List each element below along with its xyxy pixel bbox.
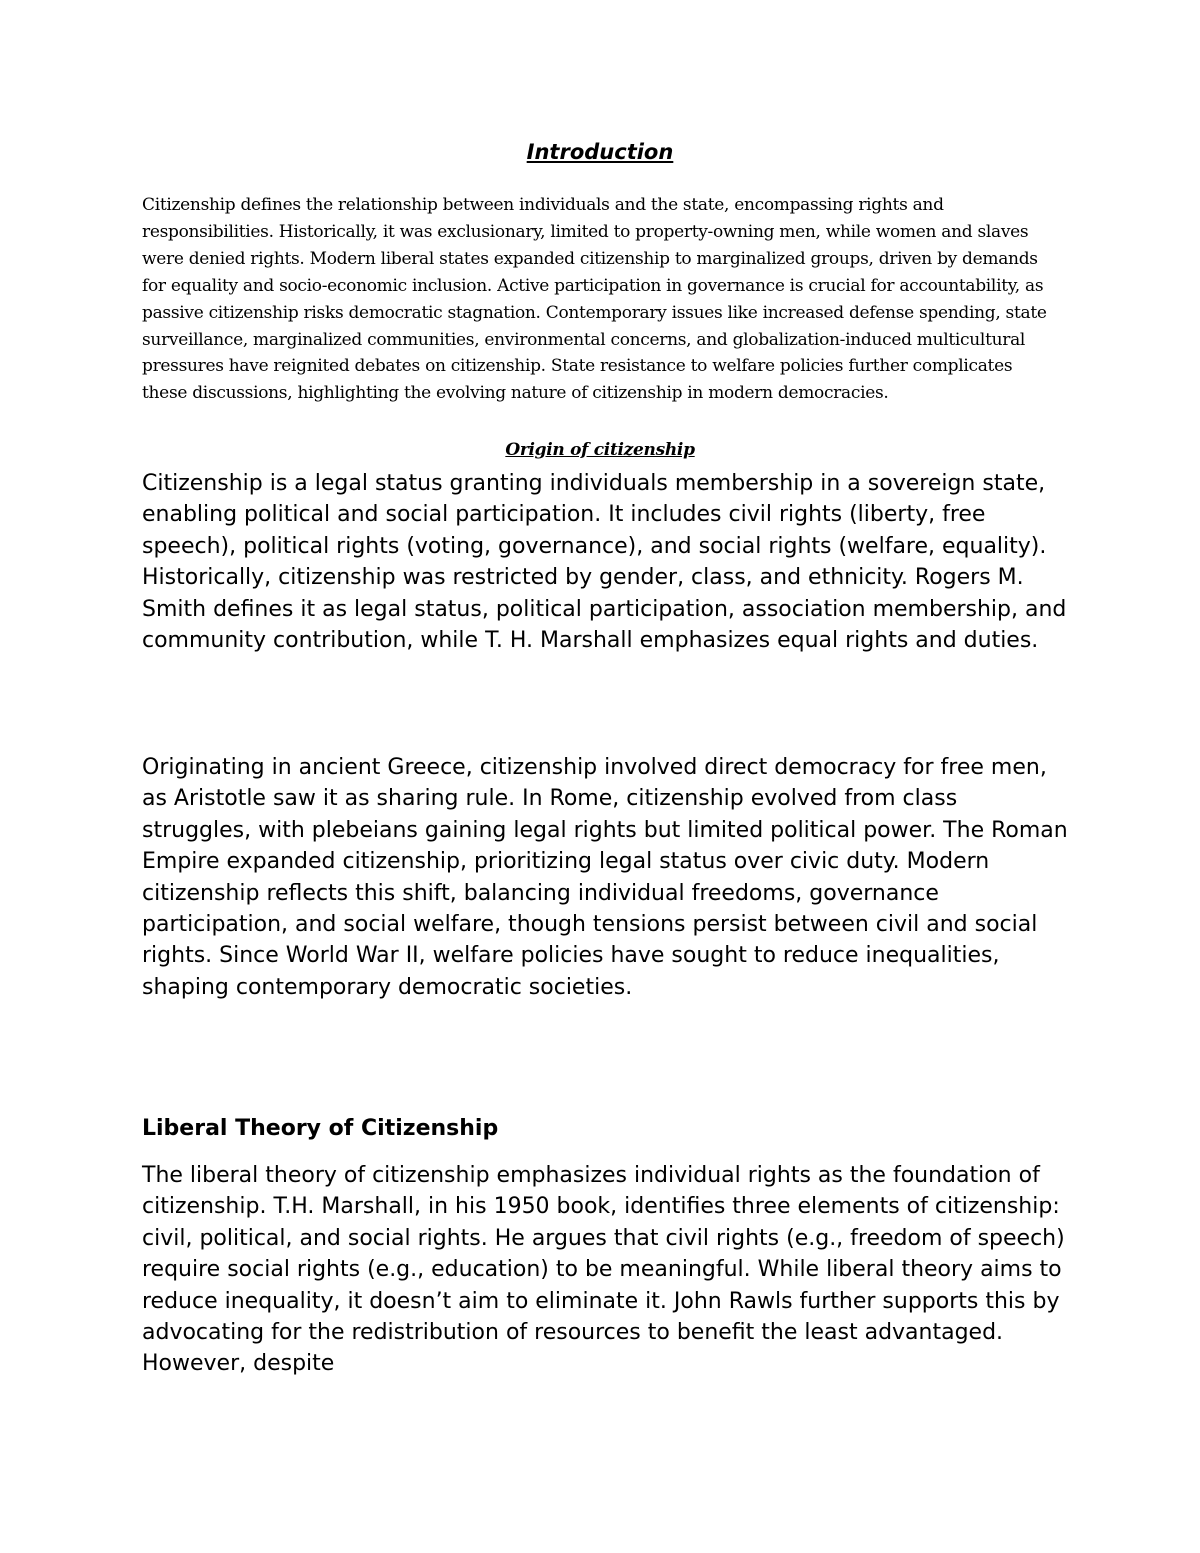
introduction-paragraph: Citizenship defines the relationship between individuals and the state, encompassing rights and responsibilities. Historically, it was exclusionary, limited to property-owning men, while women and slaves were denied rights. Modern liberal states expanded citizenship to marginalized groups, driven by demands for equality and socio-economic inclusion. Active participation in governance is crucial for accountability, as passive citizenship risks democratic stagnation. Contemporary issues like increased defense spending, state surveillance, marginalized communities, environmental concerns, and globalization-induced multicultural pressures have reignited debates on citizenship. State resistance to welfare policies further complicates these discussions, highlighting the evolving nature of citizenship in modern democracies. (142, 195, 1047, 404)
introduction-heading: Introduction (526, 140, 674, 164)
liberal-theory-paragraph: The liberal theory of citizenship emphasizes individual rights as the foundation of citizenship. T.H. Marshall, in his 1950 book, identifies three elements of citizenship: civil, political, and social rights. He argues that civil rights (e.g., freedom of speech) require social rights (e.g., education) to be meaningful. While liberal theory aims to reduce inequality, it doesn’t aim to eliminate it. John Rawls further supports this by advocating for the redistribution of resources to benefit the least advantaged. However, despite (142, 1163, 1065, 1377)
liberal-theory-heading: Liberal Theory of Citizenship (142, 1116, 499, 1141)
origin-heading: Origin of citizenship (505, 440, 695, 460)
origin-paragraph-1: Citizenship is a legal status granting individuals membership in a sovereign state, enabling political and social participation. It includes civil rights (liberty, free speech), political rights (voting, governance), and social rights (welfare, equality). Historically, citizenship was restricted by gender, class, and ethnicity. Rogers M. Smith defines it as legal status, political participation, association membership, and community contribution, while T. H. Marshall emphasizes equal rights and duties. (142, 471, 1067, 654)
origin-paragraph-2: Originating in ancient Greece, citizenship involved direct democracy for free men, as Aristotle saw it as sharing rule. In Rome, citizenship evolved from class struggles, with plebeians gaining legal rights but limited political power. The Roman Empire expanded citizenship, prioritizing legal status over civic duty. Modern citizenship reflects this shift, balancing individual freedoms, governance participation, and social welfare, though tensions persist between civil and social rights. Since World War II, welfare policies have sought to reduce inequalities, shaping contemporary democratic societies. (142, 755, 1068, 1000)
